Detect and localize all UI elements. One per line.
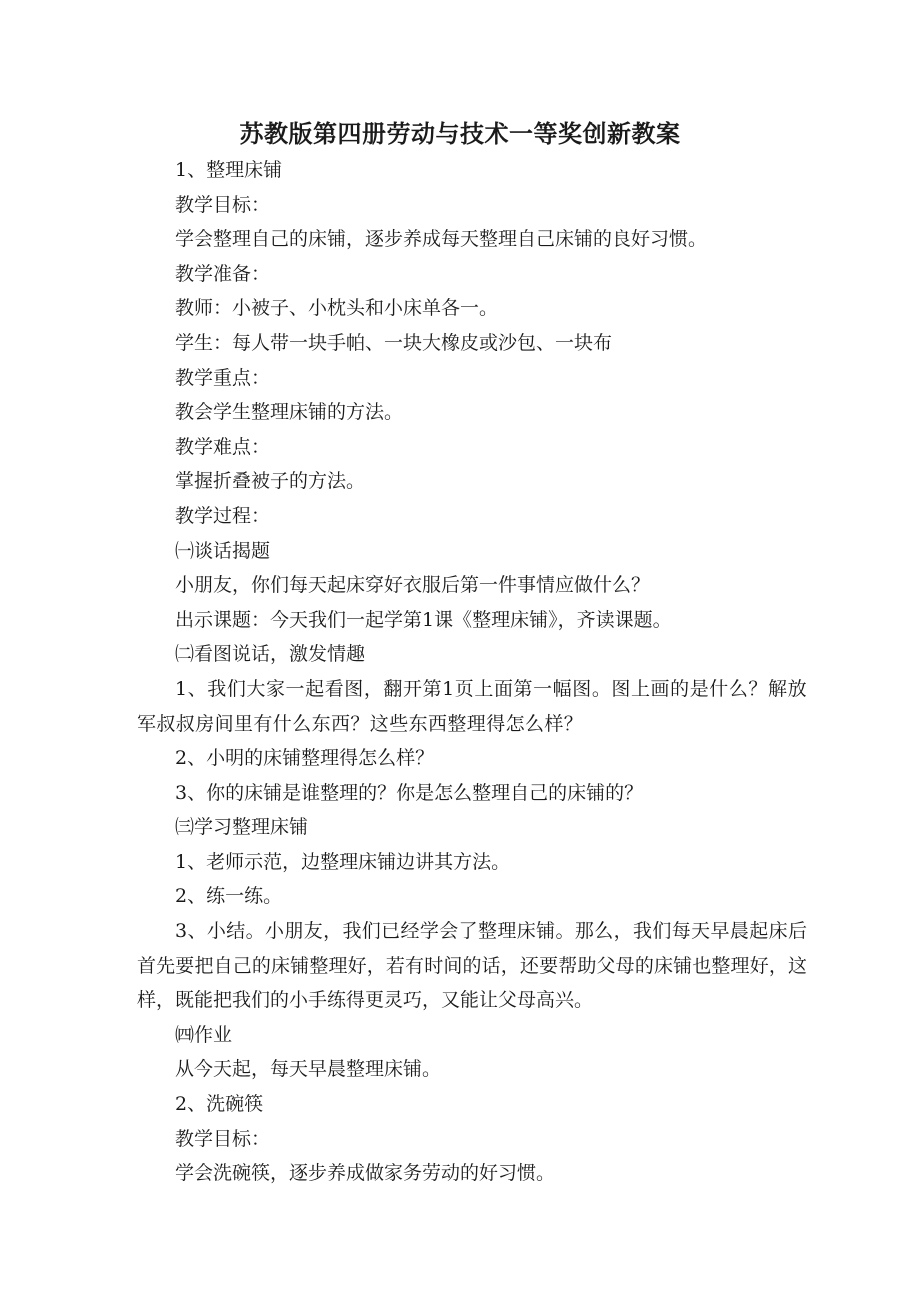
paragraph: 从今天起，每天早晨整理床铺。 — [175, 1058, 442, 1081]
label-teaching-goal: 教学目标： — [175, 193, 271, 216]
paragraph: 3、你的床铺是谁整理的？你是怎么整理自己的床铺的？ — [175, 781, 644, 804]
paragraph: 2、练一练。 — [175, 885, 283, 908]
label-teaching-focus: 教学重点： — [175, 366, 271, 389]
section-heading: 2、洗碗筷 — [175, 1093, 264, 1116]
section-heading: 1、整理床铺 — [175, 159, 283, 181]
paragraph: 1、我们大家一起看图，翻开第1页上面第一幅图。图上画的是什么？解放军叔叔房间里有什么东西？这些东西整理得怎么样？ — [137, 677, 807, 735]
label-teaching-prep: 教学准备： — [175, 262, 271, 285]
paragraph: 掌握折叠被子的方法。 — [175, 470, 366, 493]
subsection-heading: ㈢学习整理床铺 — [175, 816, 309, 839]
subsection-heading: ㈠谈话揭题 — [175, 539, 271, 562]
paragraph: 学生：每人带一块手帕、一块大橡皮或沙包、一块布 — [175, 331, 613, 354]
subsection-heading: ㈡看图说话，激发情趣 — [175, 643, 366, 666]
document-body — [137, 153, 807, 1191]
paragraph: 教会学生整理床铺的方法。 — [175, 401, 404, 424]
paragraph: 学会洗碗筷，逐步养成做家务劳动的好习惯。 — [175, 1162, 556, 1185]
paragraph: 教师：小被子、小枕头和小床单各一。 — [175, 297, 499, 320]
paragraph: 学会整理自己的床铺，逐步养成每天整理自己床铺的良好习惯。 — [175, 228, 708, 251]
paragraph: 小朋友，你们每天起床穿好衣服后第一件事情应做什么？ — [175, 574, 651, 597]
paragraph: 3、小结。小朋友，我们已经学会了整理床铺。那么，我们每天早晨起床后首先要把自己的床铺整理好，若有时间的话，还要帮助父母的床铺也整理好，这样，既能把我们的小手练得更灵巧，又能让父母高兴。 — [137, 920, 807, 1012]
document-title: 苏教版第四册劳动与技术一等奖创新教案 — [239, 120, 681, 148]
label-teaching-difficulty: 教学难点： — [175, 435, 271, 458]
subsection-heading: ㈣作业 — [175, 1023, 233, 1046]
paragraph: 2、小明的床铺整理得怎么样？ — [175, 747, 435, 770]
label-teaching-process: 教学过程： — [175, 504, 271, 527]
paragraph: 1、老师示范，边整理床铺边讲其方法。 — [175, 850, 511, 873]
paragraph: 出示课题：今天我们一起学第1课《整理床铺》，齐读课题。 — [175, 608, 672, 631]
label-teaching-goal: 教学目标： — [175, 1127, 271, 1150]
